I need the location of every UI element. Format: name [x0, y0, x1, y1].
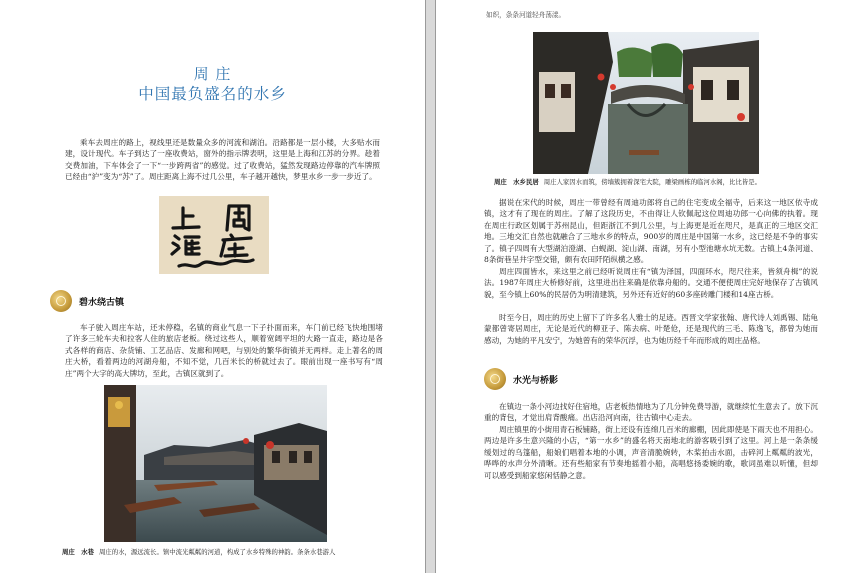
water-lane-photo — [104, 385, 327, 542]
intro-paragraph: 乘车去周庄的路上，视线里还是数量众多的河流和湖泊。沿路都是一层小楼，大多贴水而建，设计现代。车子到达了一座收费站，窗外的指示牌表明，这里是上海和江苏的分界。趁着交费加油，下车体会了一下“一步跨两省”的感觉。过了收费站，猛然发现路边停靠的汽车牌照已经由“沪”变为“苏”了。周庄距离上海不过几公里，车子越开越快，梦里水乡一步一步近了。 — [65, 138, 380, 182]
residence-photo — [533, 32, 759, 174]
section1-paragraph: 车子驶入周庄车站，还未停稳，名镇的商业气息一下子扑面而来，车门前已经飞快地围堵了许多三轮车夫和拉客人住的旅店老板。绕过这些人，顺着宽阔平坦的大路一直走，路边是各式各样的商店、杂货铺、工艺品店、发廊和网吧，与别处的繁华街镇并无两样。走上著名的周庄大桥，看着两边的河湖舟船，不知不觉，几百米长的桥就过去了。眼前出现一座书写有“周庄”两个大字的高大牌坊，至此，古镇区就到了。 — [65, 323, 383, 378]
history-paragraph: 据说在宋代的时候，周庄一带曾经有周迪功郎将自己的住宅变成全福寺，后来这一地区依寺成镇，这才有了现在的周庄。了解了这段历史，不由得让人钦佩起这位周迪功郎一心向佛的执着。现在周庄行政区划属于苏州昆山，但距浙江不到几公里，与上海更是近在咫尺，是真正的三地区交汇地。三地交汇自然也就融合了三地水乡的特点，900岁的周庄是中国第一水乡，这已经是不争的事实了。镇子四周有大型湖泊澄湖、白蚬湖、淀山湖、南湖，另有小型池塘水坑无数。古镇上4条河道、8条街巷呈井字型交错，颇有农田阡陌纵横之感。 — [484, 198, 818, 265]
calligraphy-image — [159, 196, 269, 274]
caption-label: 周庄 水巷 — [62, 548, 94, 556]
calligraphy-artwork — [159, 196, 269, 274]
section-title: 水光与桥影 — [513, 376, 559, 386]
section-heading-water-bridges — [484, 368, 684, 390]
page-title: 周 庄 — [193, 65, 232, 83]
left-page — [0, 0, 425, 573]
street-paragraph: 周庄镇里的小街用青石板铺路，街上还设有连绵几百米的廊棚，因此即使是下雨天也不用担心。两边是许多生意兴隆的小店，“第一水乡”的盛名将天南地北的游客吸引到了这里。河上是一条条缓缓划过的乌篷船，船娘们唱着本地的小调，声音清脆婉转，木桨拍击水面，击碎河上粼粼的波光，哗哗的水声分外清晰。还有些船家有节奏地摇着小船，高唱悠扬委婉的歌，歌词虽难以听懂，但却可以感受到船家悠闲恬静之意。 — [484, 425, 818, 480]
page-subtitle: 中国最负盛名的水乡 — [138, 85, 287, 103]
caption-text: 周庄人家因水而筑，傍墙簇拥着深宅大院，雕梁画栋的临河水阁，比比皆是。 — [543, 178, 762, 186]
residence-caption — [494, 177, 761, 186]
residence-illustration — [533, 32, 759, 174]
lodging-paragraph: 在镇边一条小河边找好住宿地，店老板热情地为了几分钟免费导游，就继续忙生意去了。放下沉重的背包，才觉出肩背酸痛。出店沿河向南，往古镇中心走去。 — [484, 402, 818, 423]
right-page — [436, 0, 861, 573]
section-title: 碧水绕古镇 — [79, 298, 125, 308]
caption-text: 周庄的水，源远流长。镇中流光粼粼的河道，构成了水乡特殊的神韵。条条水巷游人 — [98, 548, 336, 556]
book-gutter — [425, 0, 436, 573]
water-lane-caption — [62, 547, 335, 556]
continued-text: 如织，条条河道轻舟荡漾。 — [486, 11, 566, 19]
water-lane-illustration — [104, 385, 327, 542]
ornament-medal-icon — [50, 290, 72, 312]
caption-label: 周庄 水乡民居 — [494, 178, 539, 186]
section-heading-ancient-town — [50, 290, 250, 312]
ornament-medal-icon — [484, 368, 506, 390]
surrounded-by-water-paragraph: 周庄四面皆水，来这里之前已经听说周庄有“镇为泽国，四面环水，咫尺往来，皆须舟楫”的说法。1987年周庄大桥修好前，这里进出往来确是依靠舟船的。交通不便使周庄完好地保存了古镇风貌，至今镇上60%的民居仍为明清建筑，另外还有近好的60多座砖雕门楼和14座古桥。 — [484, 267, 818, 299]
famous-visitors-paragraph: 时至今日，周庄的历史上留下了许多名人雅士的足迹。西晋文学家张翰、唐代诗人刘禹锡、陆龟蒙都曾寄居周庄，无论是近代的柳亚子、陈去病、叶楚伧，还是现代的三毛、陈逸飞，都曾为她而感动，为她的平凡安宁，为她曾有的荣华沉浮，也为她历经千年而形成的周庄品格。 — [484, 313, 818, 345]
